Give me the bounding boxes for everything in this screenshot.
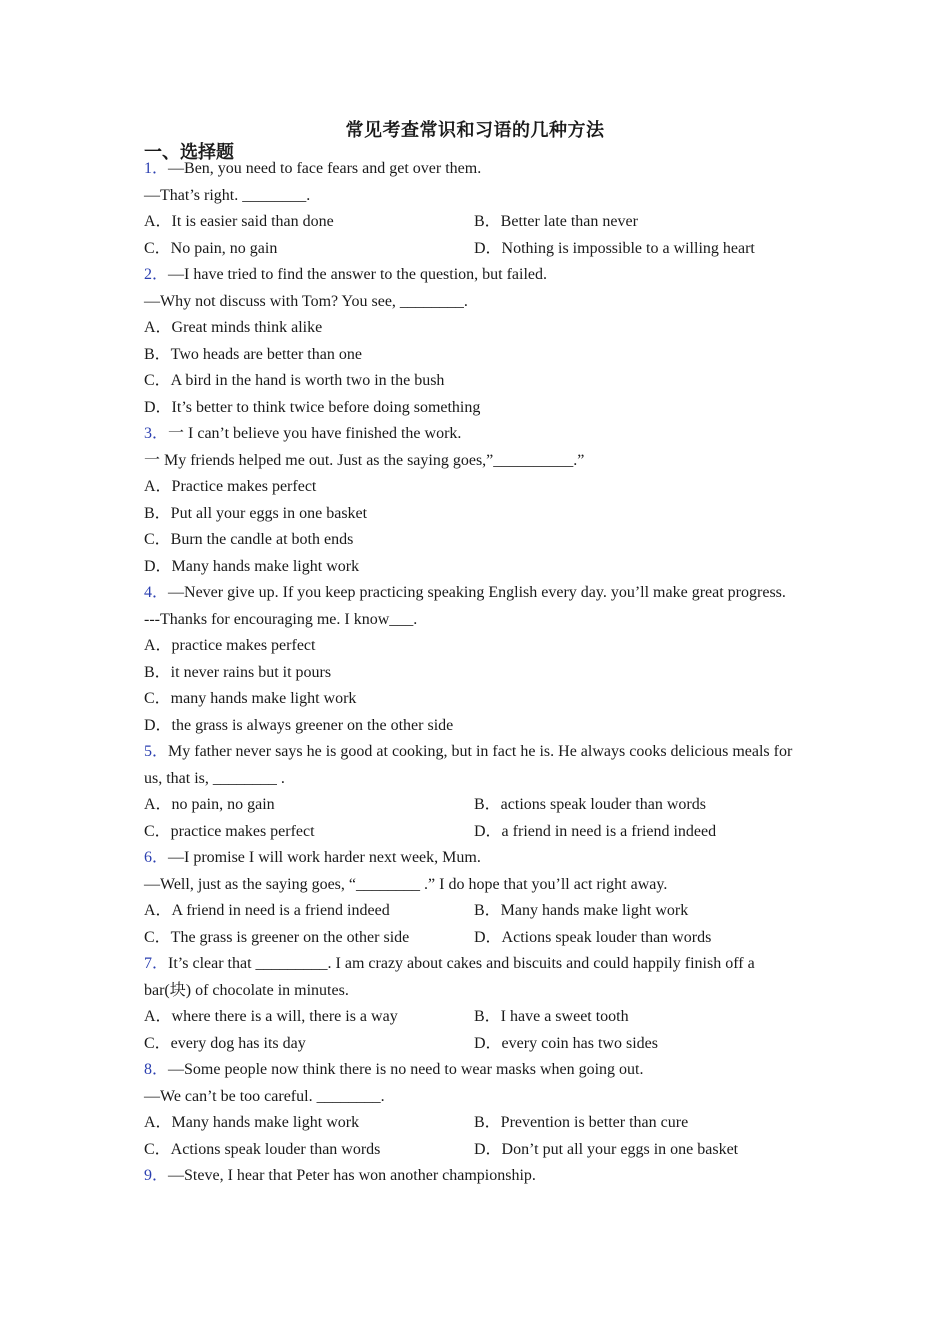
option-row [144, 1004, 804, 1031]
question-stem: 5．My father never says he is good at cooking, but in fact he is. He always cooks delicious meals for us, that is, ________ . [144, 743, 793, 787]
option-d: D．every coin has two sides [474, 1034, 658, 1052]
question-stem: 7．It’s clear that _________. I am crazy about cakes and biscuits and could happily finish off a bar(块) of chocolate in minutes. [144, 955, 755, 999]
option-b: B．it never rains but it pours [144, 663, 332, 681]
option-b: B．Two heads are better than one [144, 345, 362, 363]
question-number: 5． [144, 743, 169, 760]
option-d: D．Nothing is impossible to a willing heart [474, 239, 755, 257]
option-a: A．A friend in need is a friend indeed [144, 902, 390, 919]
question-5 [144, 739, 804, 845]
question-number: 8． [144, 1061, 169, 1078]
question-2 [144, 262, 804, 421]
question-stem: 4．—Never give up. If you keep practicing speaking English every day. you’ll make great progress. [144, 584, 786, 601]
option-b: B．I have a sweet tooth [474, 1008, 629, 1025]
question-reply: —Why not discuss with Tom? You see, ________. [144, 292, 468, 310]
question-reply: 一 My friends helped me out. Just as the saying goes,”__________.” [144, 451, 585, 469]
page-title: 常见考查常识和习语的几种方法 [345, 120, 605, 141]
question-reply: —Well, just as the saying goes, “________ .” I do hope that you’ll act right away. [144, 875, 668, 893]
option-c: C．Actions speak louder than words [144, 1140, 381, 1158]
option-row [144, 1031, 804, 1058]
question-number: 3． [144, 425, 169, 442]
option-d: D．Don’t put all your eggs in one basket [474, 1140, 739, 1158]
question-stem: 6．—I promise I will work harder next week, Mum. [144, 849, 481, 866]
option-a: A．where there is a will, there is a way [144, 1008, 398, 1025]
question-stem: 9．—Steve, I hear that Peter has won another championship. [144, 1167, 536, 1184]
question-reply: ---Thanks for encouraging me. I know___. [144, 610, 418, 628]
option-d: D．the grass is always greener on the other side [144, 716, 454, 734]
question-number: 6． [144, 849, 169, 866]
option-row [144, 819, 804, 846]
question-number: 4． [144, 584, 169, 601]
question-9 [144, 1163, 804, 1190]
option-a: A．no pain, no gain [144, 796, 275, 813]
question-stem: 8．—Some people now think there is no need to wear masks when going out. [144, 1061, 644, 1078]
option-c: C．practice makes perfect [144, 822, 315, 840]
question-3 [144, 421, 804, 580]
question-1 [144, 156, 804, 262]
question-list [144, 156, 804, 1190]
option-c: C．many hands make light work [144, 690, 357, 707]
option-row [144, 898, 804, 925]
option-row [144, 209, 804, 236]
question-reply: —That’s right. ________. [144, 186, 311, 204]
option-c: C．No pain, no gain [144, 239, 278, 257]
question-7 [144, 951, 804, 1057]
option-row [144, 1110, 804, 1137]
question-number: 2． [144, 266, 169, 283]
question-stem: 2．—I have tried to find the answer to the question, but failed. [144, 266, 548, 283]
option-b: B．Put all your eggs in one basket [144, 504, 368, 522]
question-4 [144, 580, 804, 739]
option-d: D．Many hands make light work [144, 557, 360, 575]
option-d: D．It’s better to think twice before doing something [144, 398, 481, 416]
option-b: B．Prevention is better than cure [474, 1114, 689, 1131]
option-c: C．A bird in the hand is worth two in the bush [144, 372, 445, 389]
option-row [144, 1137, 804, 1164]
question-6 [144, 845, 804, 951]
question-reply: —We can’t be too careful. ________. [144, 1087, 385, 1105]
option-c: C．every dog has its day [144, 1034, 306, 1052]
question-number: 7． [144, 955, 169, 972]
question-number: 1． [144, 160, 169, 177]
option-a: A．Great minds think alike [144, 319, 323, 336]
option-a: A．practice makes perfect [144, 637, 316, 654]
option-c: C．Burn the candle at both ends [144, 531, 354, 548]
option-d: D．Actions speak louder than words [474, 928, 712, 946]
question-stem: 1．—Ben, you need to face fears and get over them. [144, 160, 482, 177]
option-a: A．Practice makes perfect [144, 478, 317, 495]
option-a: A．Many hands make light work [144, 1114, 360, 1131]
option-b: B．actions speak louder than words [474, 796, 706, 813]
section-heading: 一、选择题 [144, 142, 234, 163]
option-a: A．It is easier said than done [144, 213, 334, 230]
option-c: C．The grass is greener on the other side [144, 928, 410, 946]
question-stem: 3．一 I can’t believe you have finished the work. [144, 425, 462, 442]
option-row [144, 925, 804, 952]
option-row [144, 792, 804, 819]
option-b: B．Better late than never [474, 213, 638, 230]
question-8 [144, 1057, 804, 1163]
question-number: 9． [144, 1167, 169, 1184]
option-d: D．a friend in need is a friend indeed [474, 822, 717, 840]
option-b: B．Many hands make light work [474, 902, 689, 919]
option-row [144, 236, 804, 263]
